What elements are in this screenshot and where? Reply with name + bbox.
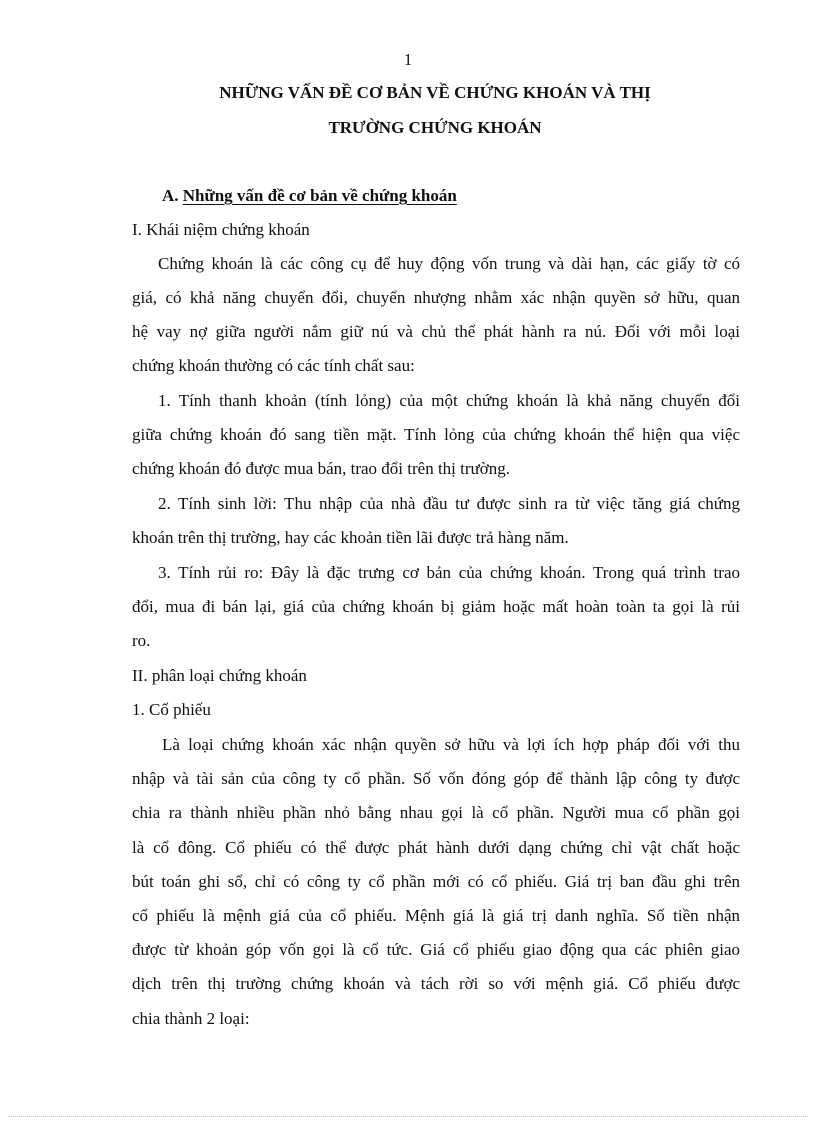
paragraph-line: nhập và tài sản của công ty cổ phần. Số vốn đóng góp để thành lập công ty được <box>132 769 740 788</box>
paragraph-line: chia ra thành nhiều phần nhỏ bằng nhau gọi là cổ phần. Người mua cổ phần gọi <box>132 803 740 822</box>
section-a-heading <box>162 185 457 207</box>
page-bottom-divider <box>8 1116 808 1117</box>
list-item-3-line: đổi, mua đi bán lại, giá của chứng khoán bị giảm hoặc mất hoàn toàn ta gọi là rủi <box>132 597 740 616</box>
list-item-2-line: 2. Tính sinh lời: Thu nhập của nhà đầu tư được sinh ra từ việc tăng giá chứng <box>158 494 740 513</box>
heading-co-phieu: 1. Cổ phiếu <box>132 700 211 719</box>
list-item-1-line: 1. Tính thanh khoản (tính lỏng) của một chứng khoán là khả năng chuyển đổi <box>158 391 740 410</box>
list-item-3-line: ro. <box>132 631 151 650</box>
document-title-line-2: TRƯỜNG CHỨNG KHOÁN <box>328 118 542 137</box>
paragraph-line: hệ vay nợ giữa người nắm giữ nú và chủ thể phát hành ra nú. Đối với mỗi loại <box>132 322 740 341</box>
paragraph-line: chia thành 2 loại: <box>132 1009 250 1028</box>
paragraph-line: được từ khoản góp vốn gọi là cổ tức. Giá cổ phiếu giao động qua các phiên giao <box>132 940 740 959</box>
paragraph-line: cổ phiếu là mệnh giá của cổ phiếu. Mệnh giá là giá trị danh nghĩa. Số tiền nhận <box>132 906 740 925</box>
heading-khai-niem: I. Khái niệm chứng khoán <box>132 220 310 239</box>
page-number: 1 <box>403 50 413 69</box>
paragraph-line: Là loại chứng khoán xác nhận quyền sở hữu và lợi ích hợp pháp đối với thu <box>162 735 740 754</box>
list-item-1-line: chứng khoán đó được mua bán, trao đổi trên thị trường. <box>132 459 510 478</box>
list-item-1-line: giữa chứng khoán đó sang tiền mặt. Tính lỏng của chứng khoán thể hiện qua việc <box>132 425 740 444</box>
list-item-3-line: 3. Tính rủi ro: Đây là đặc trưng cơ bản của chứng khoán. Trong quá trình trao <box>158 563 740 582</box>
heading-phan-loai: II. phân loại chứng khoán <box>132 666 307 685</box>
paragraph-line: là cổ đông. Cổ phiếu có thể được phát hành dưới dạng chứng chỉ vật chất hoặc <box>132 838 740 857</box>
list-item-2-line: khoán trên thị trường, hay các khoản tiền lãi được trả hàng năm. <box>132 528 569 547</box>
section-a-title: Những vấn đề cơ bản về chứng khoán <box>182 186 457 205</box>
paragraph-line: Chứng khoán là các công cụ để huy động vốn trung và dài hạn, các giấy tờ có <box>158 254 740 273</box>
paragraph-line: giá, có khả năng chuyển đổi, chuyển nhượng nhằm xác nhận quyền sở hữu, quan <box>132 288 740 307</box>
paragraph-line: bút toán ghi sổ, chỉ có công ty cổ phần mới có cổ phiếu. Giá trị ban đầu ghi trên <box>132 872 740 891</box>
paragraph-line: dịch trên thị trường chứng khoán và tách rời so với mệnh giá. Cổ phiếu được <box>132 974 740 993</box>
section-a-label: A. <box>162 186 179 205</box>
document-title-line-1: NHỮNG VẤN ĐỀ CƠ BẢN VỀ CHỨNG KHOÁN VÀ THỊ <box>219 83 651 102</box>
paragraph-line: chứng khoán thường có các tính chất sau: <box>132 356 415 375</box>
